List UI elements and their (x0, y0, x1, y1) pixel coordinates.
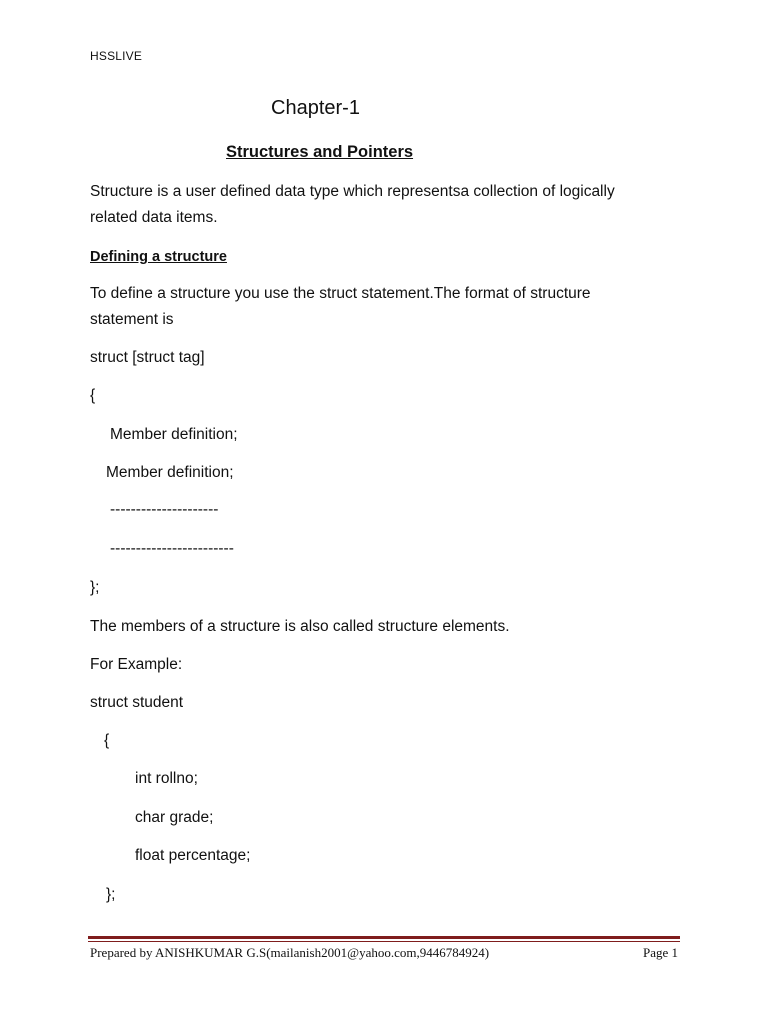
example-label: For Example: (90, 656, 183, 673)
chapter-title: Structures and Pointers (226, 143, 414, 161)
chapter-label: Chapter-1 (271, 97, 360, 119)
footer-divider (88, 936, 680, 939)
members-note: The members of a structure is also called structure elements. (90, 618, 510, 635)
syntax-line: Member definition; (106, 464, 234, 481)
header-site-label: HSSLIVE (90, 49, 143, 63)
syntax-line: struct [struct tag] (90, 349, 205, 366)
section-line-1: To define a structure you use the struct statement.The format of structure (90, 285, 591, 302)
section-heading: Defining a structure (90, 249, 227, 265)
syntax-line: Member definition; (110, 426, 238, 443)
footer-divider-thin (88, 941, 680, 942)
intro-line-1: Structure is a user defined data type which representsa collection of logically (90, 183, 615, 200)
syntax-line: ------------------------ (110, 540, 234, 557)
syntax-line: { (90, 387, 96, 404)
example-line: }; (106, 886, 116, 903)
footer-page-number: Page 1 (642, 945, 678, 960)
footer-author: Prepared by ANISHKUMAR G.S(mailanish2001@yahoo.com,9446784924) (90, 945, 490, 960)
example-line: struct student (90, 694, 184, 711)
example-line: int rollno; (135, 770, 198, 787)
example-line: float percentage; (135, 847, 251, 864)
syntax-line: --------------------- (110, 501, 219, 518)
example-line: char grade; (135, 809, 214, 826)
syntax-line: }; (90, 579, 100, 596)
intro-line-2: related data items. (90, 209, 218, 226)
section-line-2: statement is (90, 311, 174, 328)
example-line: { (104, 732, 110, 749)
